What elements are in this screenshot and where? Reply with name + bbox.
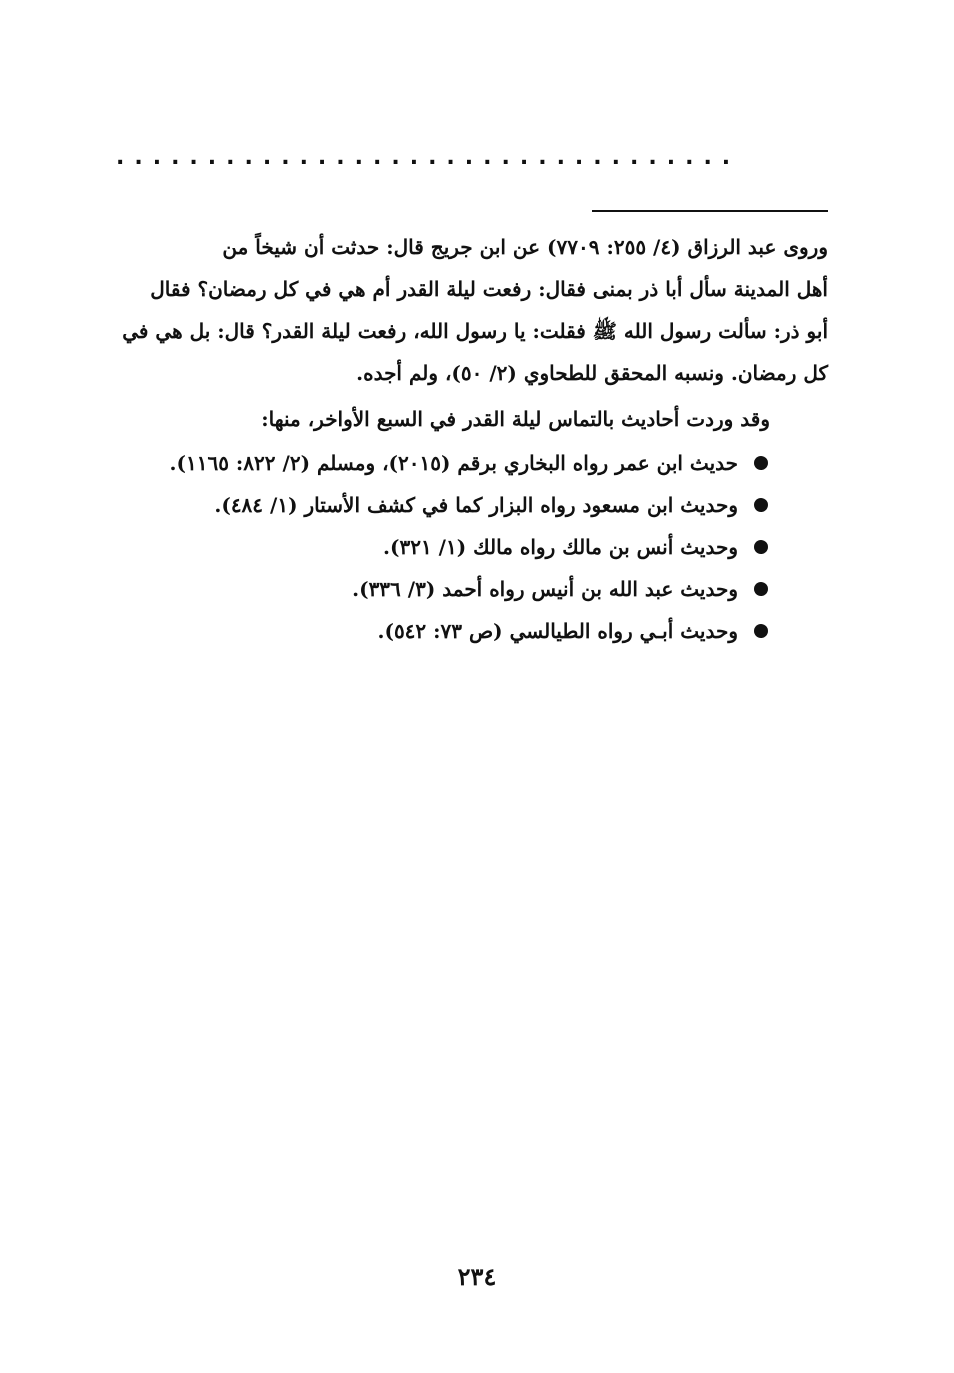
list-item bbox=[104, 610, 768, 652]
bullet-icon bbox=[754, 498, 768, 512]
list-item bbox=[104, 484, 768, 526]
footnote-paragraph bbox=[104, 226, 828, 394]
hadith-text: وحديث ابن مسعود رواه البزار كما في كشف الأستار (١/ ٤٨٤). bbox=[214, 493, 738, 517]
bullet-icon bbox=[754, 624, 768, 638]
paragraph-line: أهل المدينة سأل أبا ذر بمنى فقال: رفعت ليلة القدر أم هي في كل رمضان؟ فقال bbox=[150, 277, 828, 301]
list-item bbox=[104, 568, 768, 610]
footnote-rule bbox=[592, 210, 828, 212]
page-number: ٢٣٤ bbox=[457, 1262, 497, 1291]
paragraph-line: وروى عبد الرزاق (٤/ ٢٥٥: ٧٧٠٩) عن ابن جريج قال: حدثت أن شيخاً من bbox=[222, 235, 828, 259]
hadith-text: وحديث عبد الله بن أنيس رواه أحمد (٣/ ٣٣٦). bbox=[352, 577, 738, 601]
bullet-icon bbox=[754, 540, 768, 554]
list-item bbox=[104, 442, 768, 484]
bullet-icon bbox=[754, 456, 768, 470]
paragraph-line: أبو ذر: سألت رسول الله ﷺ فقلت: يا رسول الله، رفعت ليلة القدر؟ قال: بل هي في bbox=[122, 319, 828, 343]
hadith-text: وحديث أبـي رواه الطيالسي (ص ٧٣: ٥٤٢). bbox=[377, 619, 738, 643]
paragraph-line: كل رمضان. ونسبه المحقق للطحاوي (٢/ ٥٠)، ولم أجده. bbox=[356, 361, 828, 385]
hadith-list bbox=[104, 442, 768, 652]
bullet-icon bbox=[754, 582, 768, 596]
list-item bbox=[104, 526, 768, 568]
hadith-text: حديث ابن عمر رواه البخاري برقم (٢٠١٥)، ومسلم (٢/ ٨٢٢: ١١٦٥). bbox=[169, 451, 738, 475]
separator-dots: .................................. bbox=[116, 148, 741, 168]
hadith-intro: وقد وردت أحاديث بالتماس ليلة القدر في السبع الأواخر، منها: bbox=[261, 407, 770, 431]
hadith-text: وحديث أنس بن مالك رواه مالك (١/ ٣٢١). bbox=[383, 535, 738, 559]
